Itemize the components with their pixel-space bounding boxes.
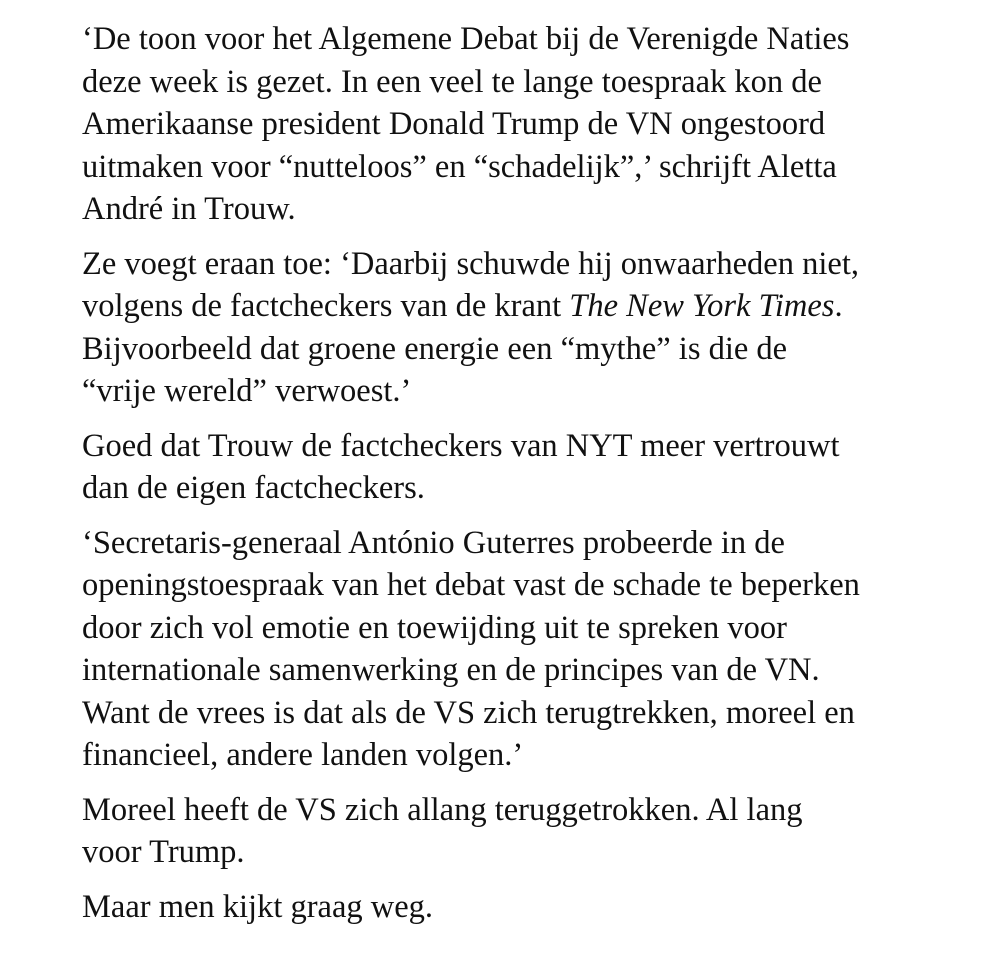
text-line: internationale samenwerking en de principes van de VN. — [82, 652, 820, 688]
text-line: “vrije wereld” verwoest.’ — [82, 373, 412, 409]
text-line: voor Trump. — [82, 834, 245, 870]
text-segment: . — [834, 288, 843, 324]
text-line: door zich vol emotie en toewijding uit te spreken voor — [82, 609, 787, 646]
text-line: financieel, andere landen volgen.’ — [82, 737, 524, 773]
text-line: Moreel heeft de VS zich allang teruggetrokken. Al lang — [82, 791, 803, 828]
text-line: deze week is gezet. In een veel te lange toespraak kon de — [82, 63, 822, 100]
paragraph-2 — [82, 243, 962, 413]
paragraph-1 — [82, 18, 962, 231]
text-line: Amerikaanse president Donald Trump de VN ongestoord — [82, 106, 826, 142]
text-line: dan de eigen factcheckers. — [82, 470, 425, 506]
paragraph-4 — [82, 522, 962, 777]
text-line — [82, 285, 962, 328]
text-line: ‘De toon voor het Algemene Debat bij de Verenigde Naties — [82, 21, 850, 57]
newspaper-title: The New York Times — [569, 288, 835, 324]
text-line: André in Trouw. — [82, 191, 296, 227]
paragraph-5 — [82, 789, 962, 874]
text-segment: volgens de factcheckers van de krant — [82, 288, 570, 324]
paragraph-6 — [82, 886, 962, 929]
text-line: Goed dat Trouw de factcheckers van NYT meer vertrouwt — [82, 427, 840, 464]
text-line: ‘Secretaris-generaal António Guterres probeerde in de — [82, 524, 785, 561]
text-line: Ze voegt eraan toe: ‘Daarbij schuwde hij onwaarheden niet, — [82, 245, 859, 282]
paragraph-3 — [82, 425, 962, 510]
text-line: Want de vrees is dat als de VS zich terugtrekken, moreel en — [82, 694, 855, 731]
text-line: Maar men kijkt graag weg. — [82, 888, 434, 925]
text-line: Bijvoorbeeld dat groene energie een “mythe” is die de — [82, 330, 788, 367]
text-line: uitmaken voor “nutteloos” en “schadelijk”,’ schrijft Aletta — [82, 148, 837, 185]
text-line: openingstoespraak van het debat vast de schade te beperken — [82, 567, 860, 603]
article-body — [82, 18, 962, 940]
